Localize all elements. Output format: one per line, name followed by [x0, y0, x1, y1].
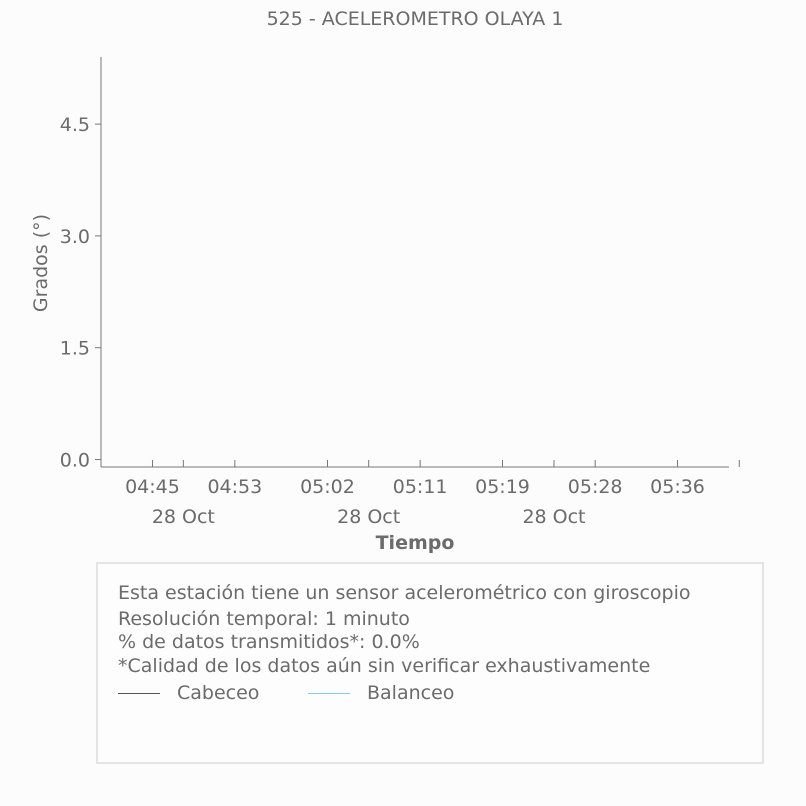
x-tick-time-label: 04:45 [125, 476, 180, 498]
chart-title: 525 - ACELEROMETRO OLAYA 1 [266, 8, 564, 30]
x-tick-date-label: 28 Oct [151, 506, 215, 528]
legend-item-cabeceo [118, 682, 259, 704]
x-tick-time-label: 05:28 [567, 476, 623, 498]
legend-swatch-cabeceo [118, 693, 160, 694]
legend-label-cabeceo: Cabeceo [177, 682, 260, 704]
info-legend-box [96, 562, 764, 764]
legend-label-balanceo: Balanceo [367, 682, 455, 704]
x-tick-time-label: 04:53 [207, 476, 263, 498]
x-axis-label: Tiempo [375, 532, 455, 554]
info-sensor-line: Esta estación tiene un sensor acelerométrico con giroscopio [118, 582, 691, 604]
x-tick-time-label: 05:02 [300, 476, 355, 498]
legend-swatch-balanceo [308, 693, 350, 694]
x-tick-date-label: 28 Oct [522, 506, 586, 528]
x-ticks [125, 460, 739, 528]
info-quality-line: *Calidad de los datos aún sin verificar exhaustivamente [118, 655, 651, 677]
x-tick-date-label: 28 Oct [337, 506, 401, 528]
x-tick-time-label: 05:19 [475, 476, 530, 498]
x-tick-time-label: 05:36 [650, 476, 705, 498]
y-ticks [60, 114, 101, 471]
info-resolution-line: Resolución temporal: 1 minuto [118, 608, 410, 630]
y-tick-label: 1.5 [59, 337, 90, 360]
y-axis-label: Grados (°) [30, 213, 52, 313]
y-tick-label: 0.0 [59, 449, 90, 472]
legend-item-balanceo [308, 682, 454, 704]
info-transmitted-line: % de datos transmitidos*: 0.0% [118, 631, 420, 653]
x-tick-time-label: 05:11 [392, 476, 448, 498]
y-tick-label: 3.0 [59, 225, 90, 248]
y-tick-label: 4.5 [59, 114, 90, 137]
